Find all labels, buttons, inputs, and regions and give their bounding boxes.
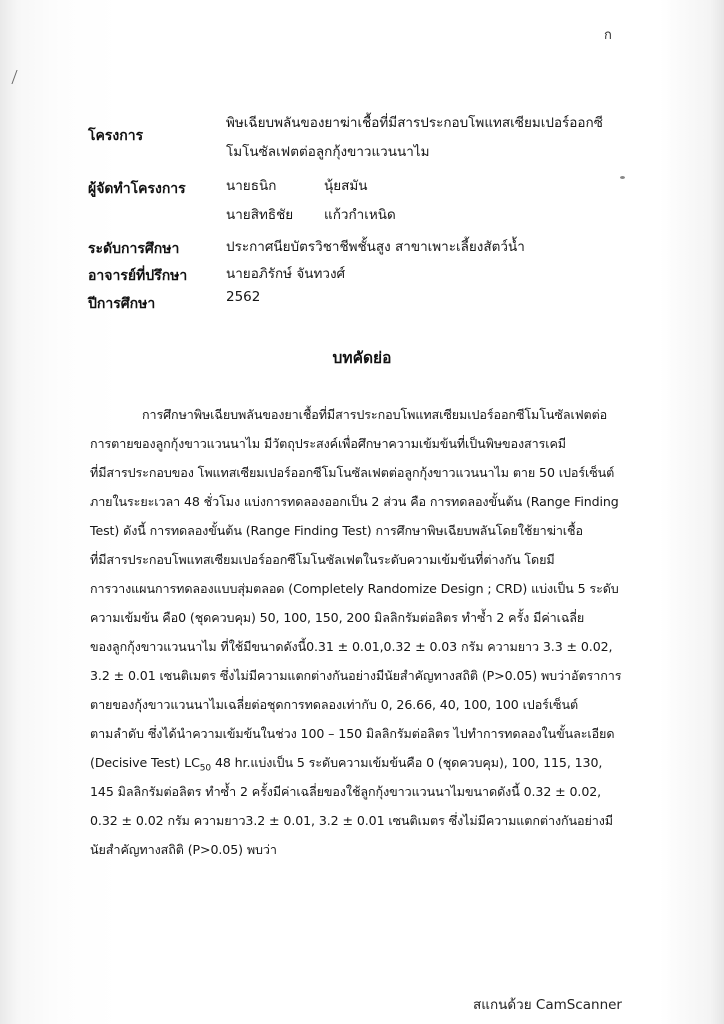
abstract-line: ตามลำดับ ซึ่งได้นำความเข้มข้นในช่วง 100 – 150 มิลลิกรัมต่อลิตร ไปทำการทดลองในขั้นละเอียด — [90, 726, 615, 741]
abstract-line: ที่มีสารประกอบของ โพแทสเซียมเปอร์ออกซีโมโนซัลเฟตต่อลูกกุ้งขาวแวนนาไม ตาย 50 เปอร์เซ็นต์ — [90, 465, 615, 480]
advisor-value: นายอภิรักษ์ จันทวงศ์ — [226, 266, 346, 282]
education-level-value: ประกาศนียบัตรวิชาชีพชั้นสูง สาขาเพาะเลี้ยงสัตว์น้ำ — [226, 239, 525, 255]
advisor-label: อาจารย์ที่ปรึกษา — [88, 268, 188, 284]
abstract-line-lc50 — [90, 753, 602, 774]
author2-first-name: นายสิทธิชัย — [226, 207, 294, 223]
page-number: ก — [604, 28, 612, 43]
abstract-line: 3.2 ± 0.01 เซนติเมตร ซึ่งไม่มีความแตกต่างกันอย่างมีนัยสำคัญทางสถิติ (P>0.05) พบว่าอัตราการ — [90, 668, 622, 683]
abstract-line: ของลูกกุ้งขาวแวนนาไม ที่ใช้มีขนาดดังนี้0.31 ± 0.01,0.32 ± 0.03 กรัม ความยาว 3.3 ± 0.02, — [90, 639, 613, 654]
education-level-label: ระดับการศึกษา — [88, 241, 180, 257]
lc50-prefix: (Decisive Test) LC — [90, 755, 200, 770]
abstract-line: 0.32 ± 0.02 กรัม ความยาว3.2 ± 0.01, 3.2 ± 0.01 เซนติเมตร ซึ่งไม่มีความแตกต่างกันอย่างมี — [90, 813, 614, 828]
abstract-line: การวางแผนการทดลองแบบสุ่มตลอด (Completely Randomize Design ; CRD) แบ่งเป็น 5 ระดับ — [90, 581, 619, 596]
academic-year-label: ปีการศึกษา — [88, 296, 156, 312]
project-label: โครงการ — [88, 128, 144, 144]
abstract-line: การตายของลูกกุ้งขาวแวนนาไม มีวัตถุประสงค์เพื่อศึกษาความเข้มข้นที่เป็นพิษของสารเคมี — [90, 436, 567, 451]
lc50-subscript: 50 — [199, 763, 212, 774]
abstract-title: บทคัดย่อ — [332, 349, 392, 367]
author2-last-name: แก้วกำเหนิด — [324, 207, 396, 223]
abstract-line: ตายของกุ้งขาวแวนนาไมเฉลี่ยต่อชุดการทดลองเท่ากับ 0, 26.66, 40, 100, 100 เปอร์เซ็นต์ — [90, 697, 579, 712]
author1-last-name: นุ้ยสมัน — [324, 178, 368, 194]
abstract-line: Test) ดังนี้ การทดลองขั้นต้น (Range Finding Test) การศึกษาพิษเฉียบพลันโดยใช้ยาฆ่าเชื้อ — [90, 523, 583, 538]
scan-speck — [620, 176, 625, 179]
academic-year-value: 2562 — [226, 289, 261, 305]
abstract-line: 145 มิลลิกรัมต่อลิตร ทำซ้ำ 2 ครั้งมีค่าเฉลี่ยของใช้ลูกกุ้งขาวแวนนาไมขนาดดังนี้ 0.32 ± 0.02, — [90, 784, 602, 799]
abstract-line: การศึกษาพิษเฉียบพลันของยาเชื้อที่มีสารประกอบโพแทสเซียมเปอร์ออกซีโมโนซัลเฟตต่อ — [142, 407, 608, 422]
author1-first-name: นายธนิก — [226, 178, 277, 194]
project-title-line1: พิษเฉียบพลันของยาฆ่าเชื้อที่มีสารประกอบโพแทสเซียมเปอร์ออกซี — [226, 115, 603, 131]
abstract-line: นัยสำคัญทางสถิติ (P>0.05) พบว่า — [90, 842, 277, 857]
abstract-line: ที่มีสารประกอบโพแทสเซียมเปอร์ออกซีโมโนซัลเฟตในระดับความเข้มข้นที่ต่างกัน โดยมี — [90, 552, 555, 567]
lc50-suffix: 48 hr.แบ่งเป็น 5 ระดับความเข้มข้นคือ 0 (ชุดควบคุม), 100, 115, 130, — [211, 755, 603, 770]
abstract-line: ภายในระยะเวลา 48 ชั่วโมง แบ่งการทดลองออกเป็น 2 ส่วน คือ การทดลองขั้นต้น (Range Finding — [90, 494, 619, 509]
project-title-line2: โมโนซัลเฟตต่อลูกกุ้งขาวแวนนาไม — [226, 144, 430, 160]
scan-edge-mark — [11, 70, 23, 84]
authors-label: ผู้จัดทำโครงการ — [88, 181, 186, 197]
abstract-line: ความเข้มข้น คือ0 (ชุดควบคุม) 50, 100, 150, 200 มิลลิกรัมต่อลิตร ทำซ้ำ 2 ครั้ง มีค่าเฉลี่ย — [90, 610, 585, 625]
camscanner-watermark: สแกนด้วย CamScanner — [473, 997, 622, 1013]
